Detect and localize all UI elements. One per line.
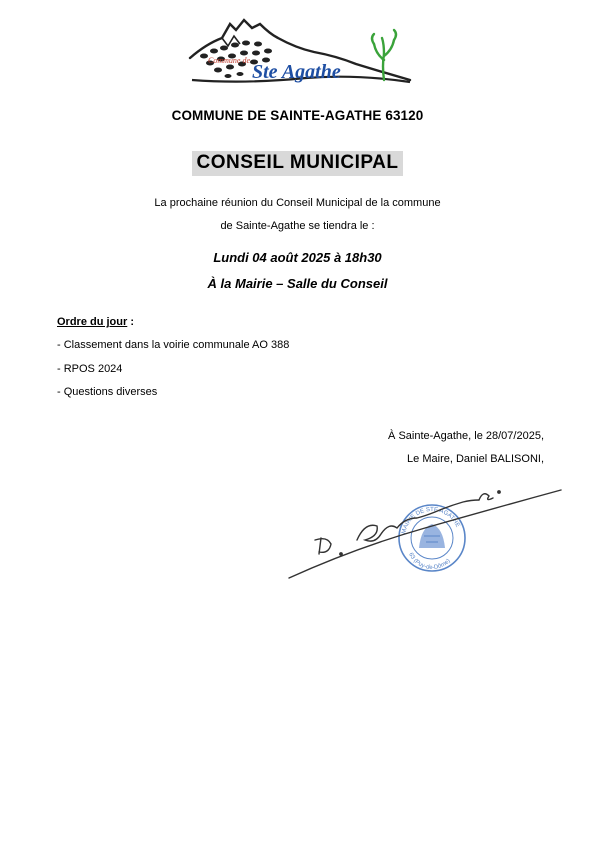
agenda bbox=[57, 316, 289, 410]
commune-logo bbox=[186, 14, 412, 90]
agenda-item: - Questions diverses bbox=[57, 386, 158, 398]
logo-main-text: Ste Agathe bbox=[252, 61, 341, 83]
commune-header: COMMUNE DE SAINTE-AGATHE 63120 bbox=[171, 108, 424, 123]
meeting-place: À la Mairie – Salle du Conseil bbox=[207, 276, 388, 291]
agenda-item: - RPOS 2024 bbox=[57, 362, 123, 375]
agenda-item: - Classement dans la voirie communale AO 388 bbox=[57, 339, 290, 351]
logo-tree bbox=[372, 30, 396, 80]
logo-top-text: Commune de bbox=[208, 56, 250, 65]
agenda-list bbox=[57, 339, 289, 410]
agenda-heading: Ordre du jour : bbox=[57, 316, 135, 328]
stamp-top-text: MAIRIE DE STE AGATHE bbox=[401, 506, 461, 535]
mayor-signature-and-stamp bbox=[285, 478, 565, 588]
intro-line-1: La prochaine réunion du Conseil Municipal de la commune bbox=[154, 197, 441, 209]
signature-place-date: À Sainte-Agathe, le 28/07/2025, bbox=[388, 430, 544, 442]
mairie-stamp bbox=[399, 505, 465, 571]
intro-line-2: de Sainte-Agathe se tiendra le : bbox=[220, 220, 375, 232]
stamp-bottom-text: 63 (Puy-de-Dôme) bbox=[407, 551, 452, 572]
meeting-date: Lundi 04 août 2025 à 18h30 bbox=[213, 250, 382, 265]
page-title: CONSEIL MUNICIPAL bbox=[192, 151, 402, 176]
signature-mayor: Le Maire, Daniel BALISONI, bbox=[407, 453, 544, 465]
